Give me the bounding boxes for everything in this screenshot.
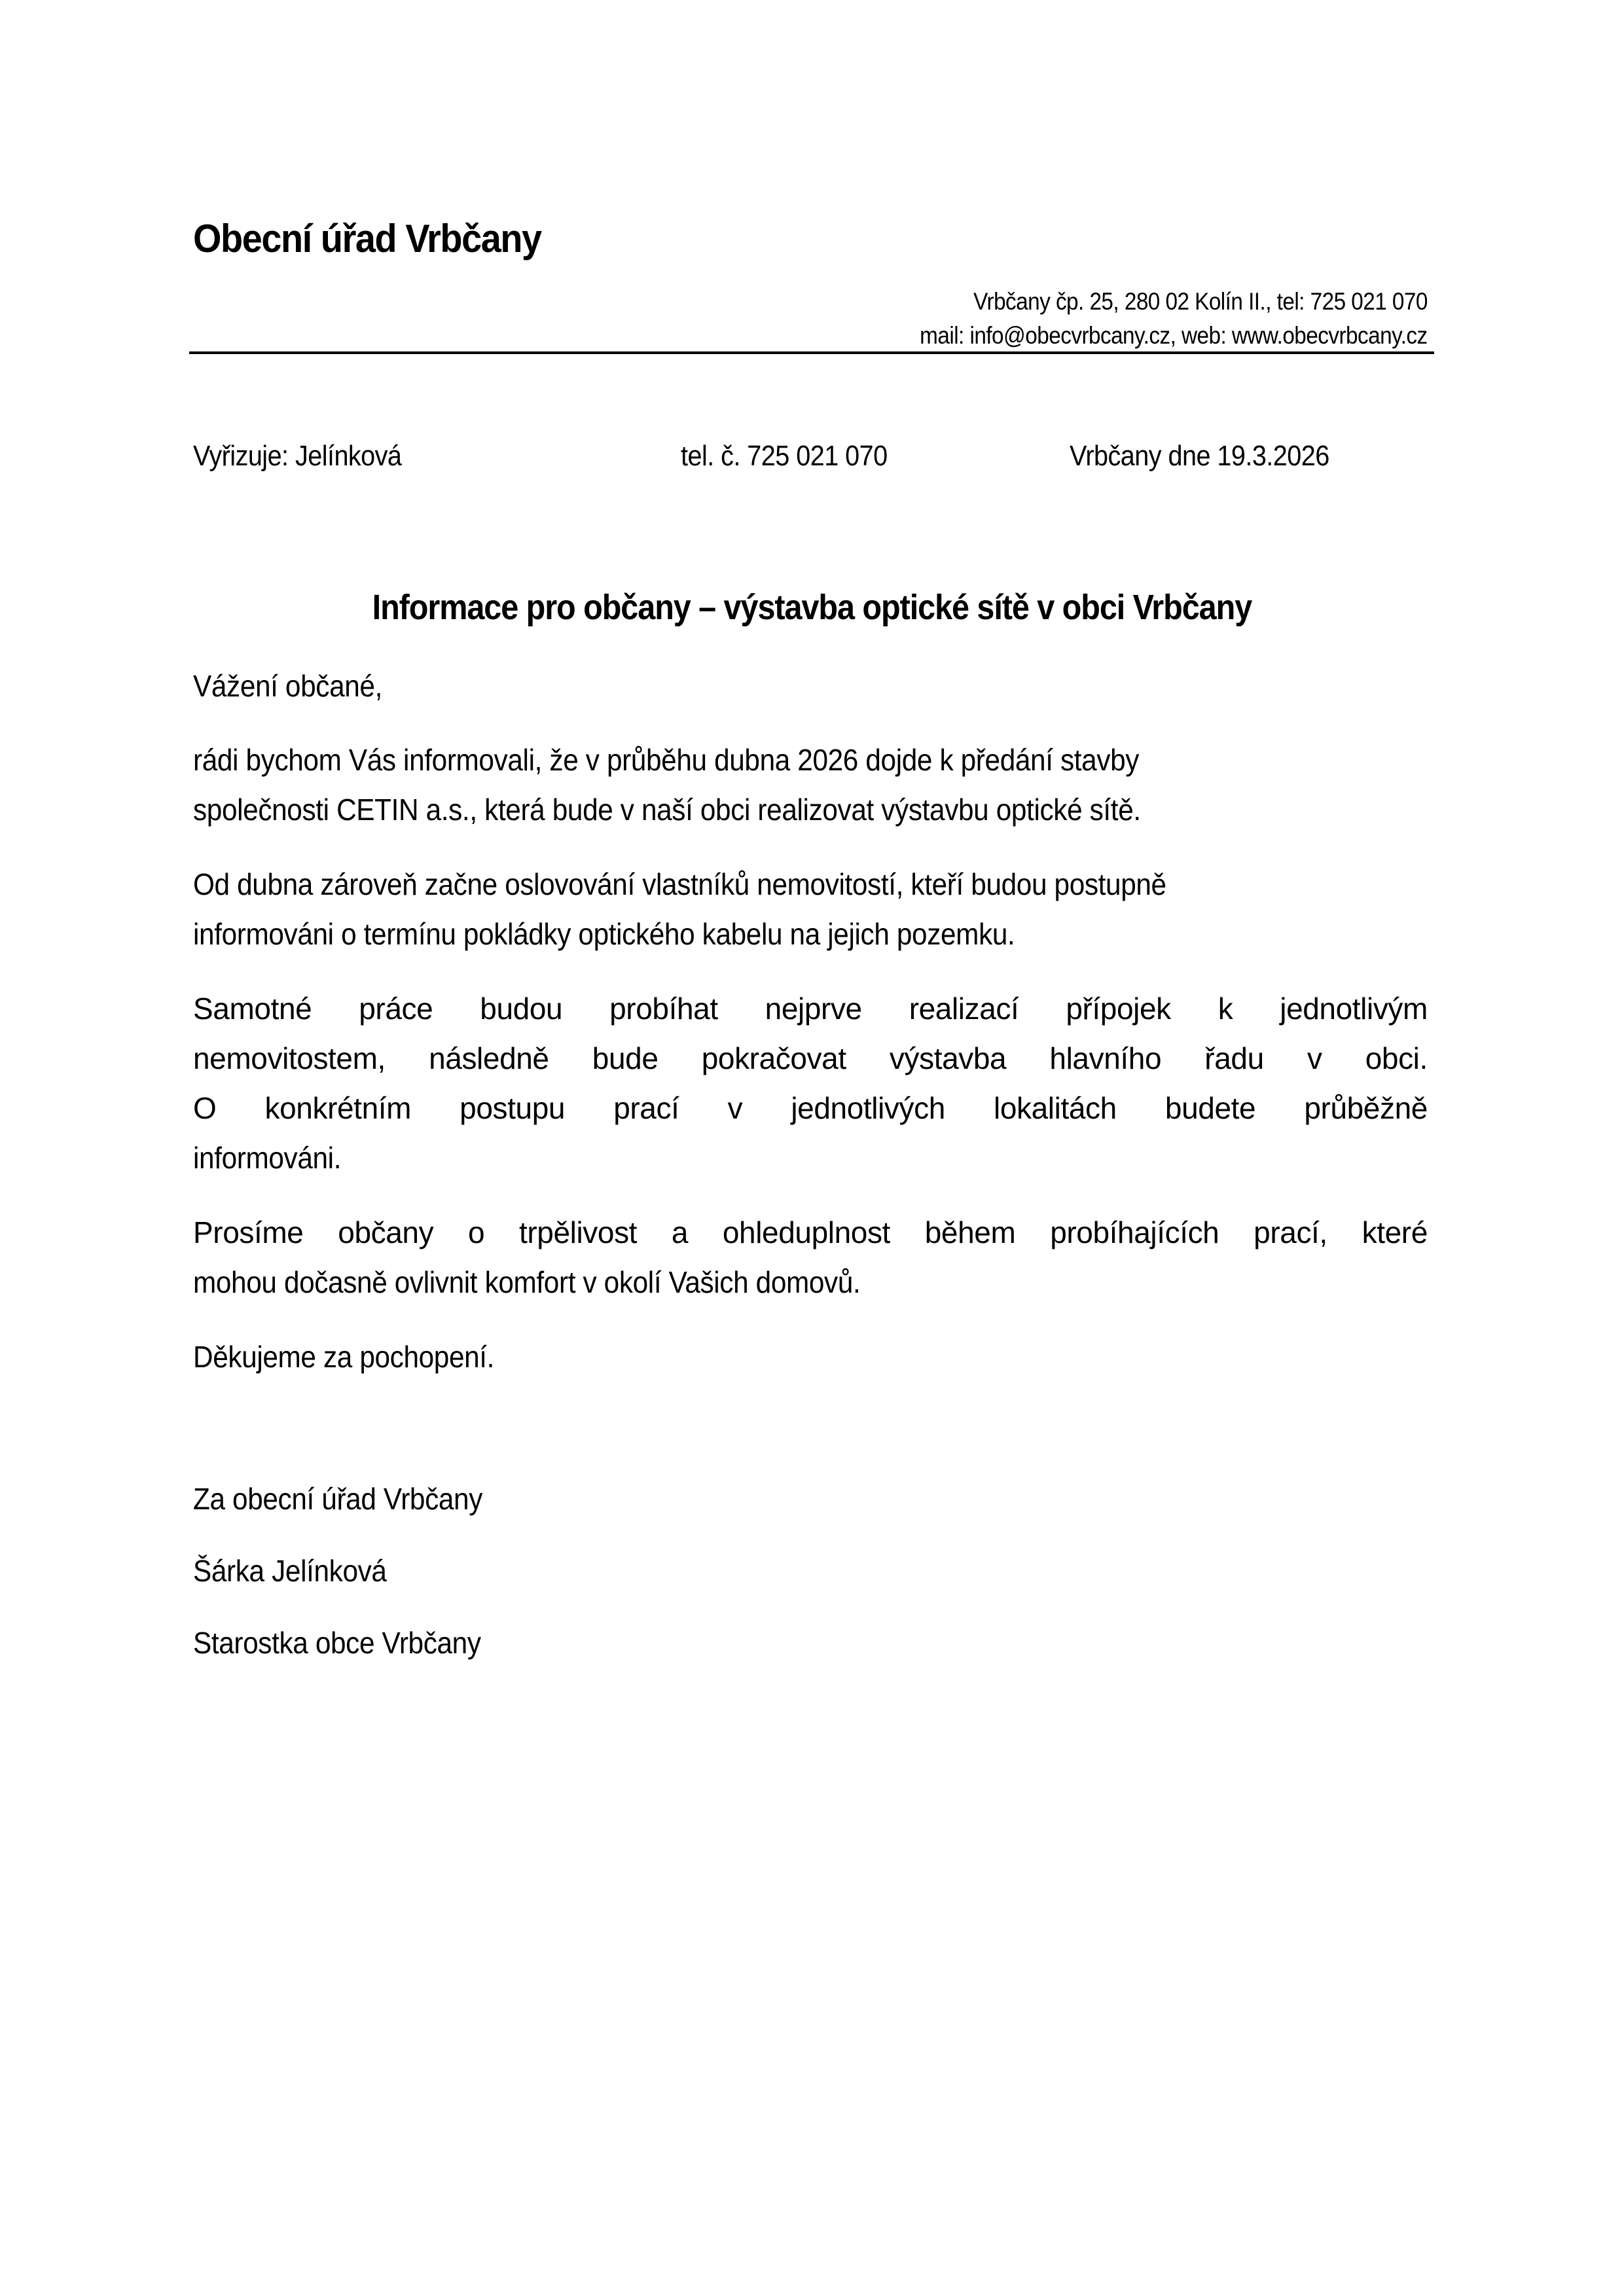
contact-line: mail: info@obecvrbcany.cz, web: www.obecvrbcany.cz	[920, 322, 1428, 349]
signer-name: Šárka Jelínková	[193, 1554, 387, 1588]
word: a	[671, 1215, 689, 1249]
word: v	[727, 1091, 743, 1125]
word: budou	[480, 992, 563, 1026]
signature-title	[193, 1618, 1428, 1668]
word: O	[193, 1091, 217, 1125]
word: obci.	[1365, 1041, 1428, 1075]
document-heading	[0, 587, 1624, 628]
word: probíhajících	[1050, 1215, 1219, 1249]
word: ohleduplnost	[722, 1215, 890, 1249]
paragraph-3	[193, 984, 1428, 1183]
signature-name	[193, 1546, 1428, 1596]
word: přípojek	[1066, 992, 1171, 1026]
word: Prosíme	[193, 1215, 304, 1249]
word: průběžně	[1304, 1091, 1428, 1125]
document-heading-text: Informace pro občany – výstavba optické sítě v obci Vrbčany	[372, 588, 1252, 627]
paragraph-line: mohou dočasně ovlivnit komfort v okolí Vašich domovů.	[193, 1265, 861, 1299]
signature-on-behalf	[193, 1474, 1428, 1524]
justified-line	[193, 1033, 1428, 1083]
word: nemovitostem,	[193, 1041, 386, 1075]
justified-line	[193, 1208, 1428, 1257]
address-line: Vrbčany čp. 25, 280 02 Kolín II., tel: 725 021 070	[973, 288, 1428, 315]
word: hlavního	[1049, 1041, 1162, 1075]
organization-title: Obecní úřad Vrbčany	[193, 217, 541, 260]
word: postupu	[460, 1091, 566, 1125]
paragraph-line: rádi bychom Vás informovali, že v průběhu dubna 2026 dojde k předání stavby	[193, 743, 1140, 777]
justified-line	[193, 1083, 1428, 1133]
word: výstavba	[889, 1041, 1007, 1075]
phone-number: tel. č. 725 021 070	[681, 440, 888, 472]
signer-title: Starostka obce Vrbčany	[193, 1626, 481, 1660]
word: k	[1218, 992, 1233, 1026]
word: trpělivost	[518, 1215, 638, 1249]
thanks-text: Děkujeme za pochopení.	[193, 1340, 495, 1374]
word: o	[468, 1215, 485, 1249]
word: lokalitách	[994, 1091, 1117, 1125]
letterhead-divider	[189, 351, 1434, 354]
greeting-text: Vážení občané,	[193, 669, 382, 703]
place-and-date: Vrbčany dne 19.3.2026	[1070, 440, 1329, 472]
greeting	[193, 661, 1428, 711]
word: konkrétním	[264, 1091, 412, 1125]
word: řadu	[1204, 1041, 1264, 1075]
paragraph-line: informováni.	[193, 1141, 342, 1175]
word: Samotné	[193, 992, 312, 1026]
handler-label: Vyřizuje: Jelínková	[193, 440, 402, 472]
word: během	[924, 1215, 1016, 1249]
word: probíhat	[609, 992, 718, 1026]
on-behalf-text: Za obecní úřad Vrbčany	[193, 1482, 483, 1516]
justified-line	[193, 984, 1428, 1033]
word: prací,	[1254, 1215, 1327, 1249]
word: realizací	[909, 992, 1019, 1026]
word: bude	[592, 1041, 659, 1075]
word: které	[1362, 1215, 1428, 1249]
word: následně	[429, 1041, 549, 1075]
word: prací	[613, 1091, 679, 1125]
word: jednotlivým	[1280, 992, 1428, 1026]
thanks	[193, 1332, 1428, 1382]
word: práce	[359, 992, 433, 1026]
word: občany	[338, 1215, 434, 1249]
word: nejprve	[765, 992, 862, 1026]
word: budete	[1164, 1091, 1256, 1125]
paragraph-line: Od dubna zároveň začne oslovování vlastníků nemovitostí, kteří budou postupně	[193, 867, 1166, 901]
word: v	[1307, 1041, 1322, 1075]
paragraph-line: informováni o termínu pokládky optického kabelu na jejich pozemku.	[193, 917, 1015, 951]
paragraph-line: společnosti CETIN a.s., která bude v naší obci realizovat výstavbu optické sítě.	[193, 793, 1141, 827]
paragraph-4	[193, 1208, 1428, 1307]
word: pokračovat	[701, 1041, 846, 1075]
paragraph-1	[193, 735, 1428, 834]
paragraph-2	[193, 859, 1428, 959]
word: jednotlivých	[791, 1091, 945, 1125]
